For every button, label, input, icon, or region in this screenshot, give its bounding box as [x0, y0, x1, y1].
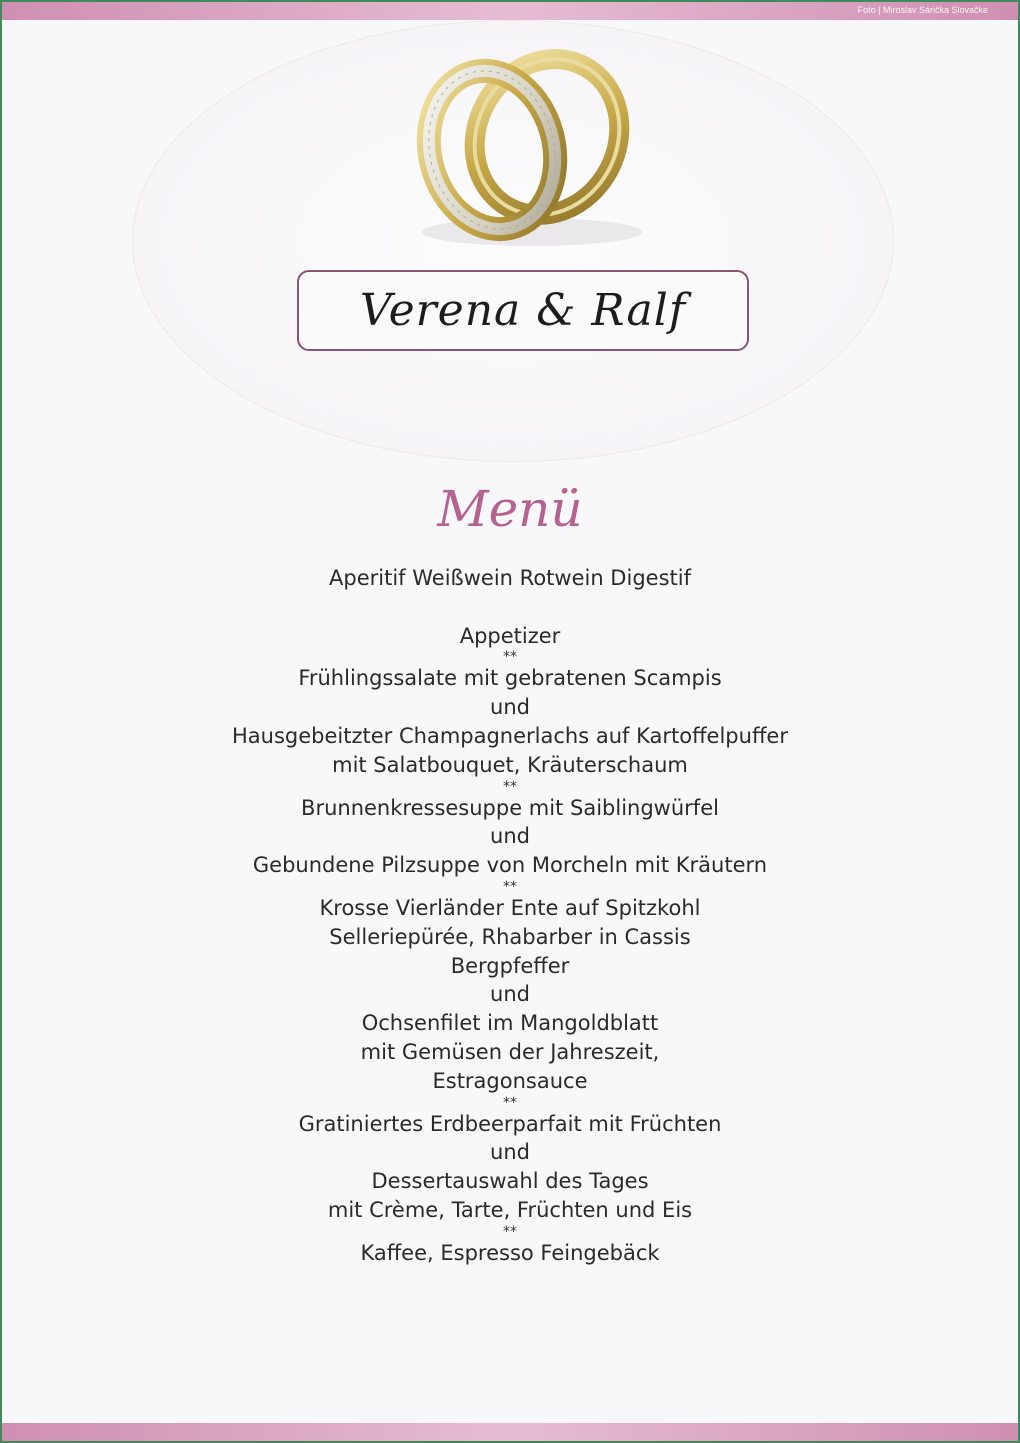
menu-line: und [490, 1140, 530, 1165]
photo-credit: Foto | Miroslav Sárička Slovačke [857, 5, 988, 15]
menu-line: Krosse Vierländer Ente auf Spitzkohl [319, 895, 701, 920]
menu-list [2, 564, 1018, 1268]
menu-line: Hausgebeitzter Champagnerlachs auf Kartoffelpuffer [232, 723, 788, 748]
wedding-rings-image [382, 32, 652, 257]
menu-line: Brunnenkressesuppe mit Saiblingwürfel [301, 795, 719, 820]
menu-line: und [490, 982, 530, 1007]
menu-line-appetizer: Appetizer [459, 623, 561, 648]
course-separator: ** [503, 1094, 517, 1111]
menu-line: und [490, 824, 530, 849]
menu-line: und [490, 695, 530, 720]
course-separator: ** [503, 878, 517, 895]
menu-line: Dessertauswahl des Tages [371, 1169, 649, 1194]
menu-line: Ochsenfilet im Mangoldblatt [361, 1011, 659, 1036]
menu-line: Frühlingssalate mit gebratenen Scampis [298, 666, 722, 691]
menu-line: mit Gemüsen der Jahreszeit, [360, 1039, 660, 1064]
menu-line-drinks: Aperitif Weißwein Rotwein Digestif [329, 566, 691, 590]
menu-line: Selleriepürée, Rhabarber in Cassis [329, 924, 691, 949]
couple-names: Verena & Ralf [359, 285, 687, 336]
couple-name-frame [297, 270, 749, 351]
menu-spacer [2, 593, 1018, 622]
menu-line: Gebundene Pilzsuppe von Morcheln mit Kräutern [252, 853, 768, 878]
menu-heading: Menü [437, 480, 583, 538]
menu-line-coffee: Kaffee, Espresso Feingebäck [360, 1240, 660, 1265]
course-separator: ** [503, 649, 517, 666]
menu-line: Gratiniertes Erdbeerparfait mit Früchten [298, 1111, 722, 1136]
course-separator: ** [503, 778, 517, 795]
menu-line: mit Salatbouquet, Kräuterschaum [332, 752, 688, 777]
menu-line: Bergpfeffer [450, 953, 570, 978]
menu-line: Estragonsauce [432, 1068, 588, 1093]
menu-line: mit Crème, Tarte, Früchten und Eis [327, 1197, 693, 1222]
bottom-decor-band [2, 1423, 1018, 1441]
course-separator: ** [503, 1223, 517, 1240]
